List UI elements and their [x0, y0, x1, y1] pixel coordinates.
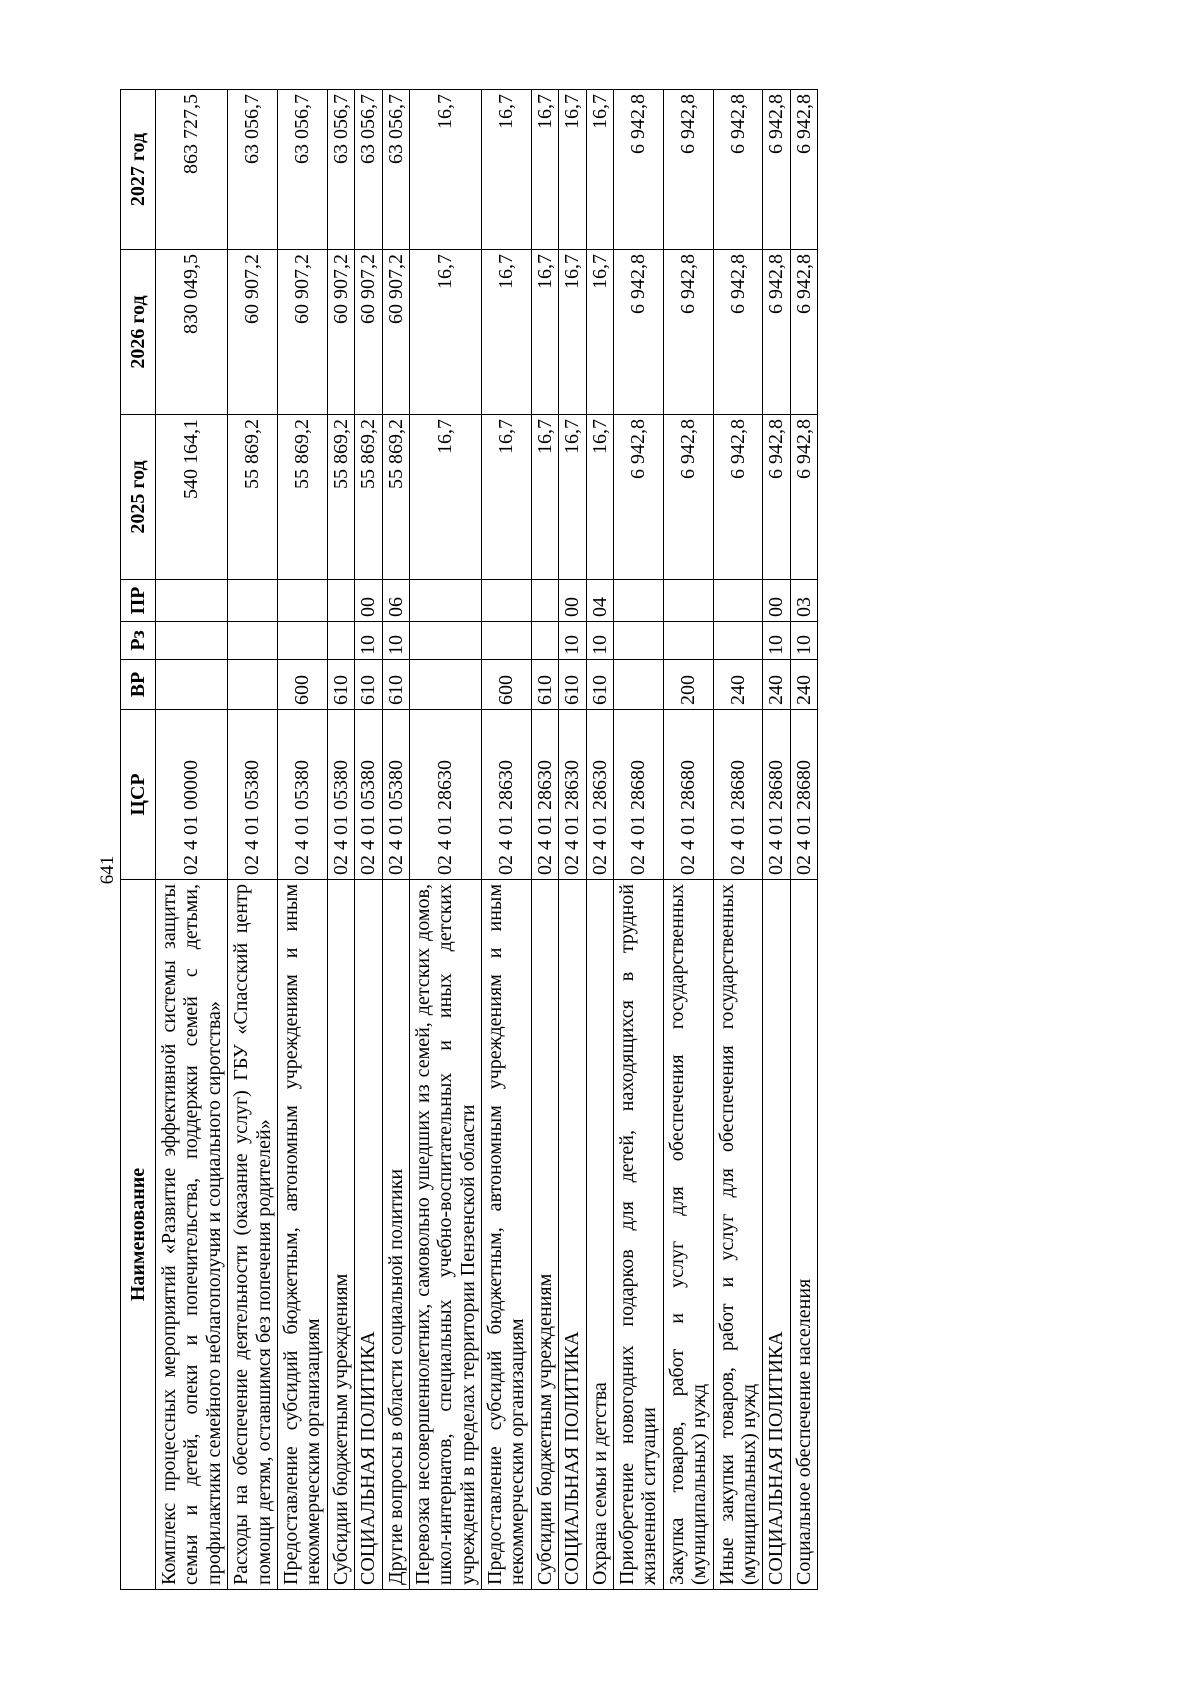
cell-2026: 60 907,2 — [355, 250, 382, 415]
page-number: 641 — [97, 855, 118, 885]
table-row — [327, 90, 354, 1590]
cell-pr — [327, 580, 354, 622]
cell-csr: 02 4 01 28630 — [409, 710, 481, 880]
cell-2026: 60 907,2 — [382, 250, 409, 415]
cell-csr: 02 4 01 28630 — [586, 710, 613, 880]
cell-2025: 16,7 — [531, 415, 558, 580]
header-name: Наименование — [121, 880, 156, 1590]
cell-name: Расходы на обеспечение деятельности (оказание услуг) ГБУ «Спасский центр помощи детям, оставшимся без попечения родителей» — [228, 880, 278, 1590]
cell-pr — [409, 580, 481, 622]
table-row — [663, 90, 713, 1590]
budget-table — [120, 89, 818, 1590]
table-row — [355, 90, 382, 1590]
table-row — [614, 90, 664, 1590]
cell-2026: 16,7 — [409, 250, 481, 415]
cell-2027: 63 056,7 — [355, 90, 382, 250]
table-row — [790, 90, 817, 1590]
cell-2026: 60 907,2 — [327, 250, 354, 415]
cell-name: Комплекс процессных мероприятий «Развитие эффективной системы защиты семьи и детей, опеки и попечительства, поддержки семей с детьми, профилактики семейного неблагополучия и социального сиротства» — [156, 880, 228, 1590]
cell-pr: 00 — [559, 580, 586, 622]
cell-vr: 600 — [277, 660, 327, 710]
cell-pr — [277, 580, 327, 622]
cell-pr: 00 — [355, 580, 382, 622]
cell-pr: 00 — [763, 580, 790, 622]
table-row — [277, 90, 327, 1590]
rotated-table-container — [120, 90, 910, 1590]
cell-vr: 200 — [663, 660, 713, 710]
cell-2027: 63 056,7 — [327, 90, 354, 250]
cell-2026: 16,7 — [531, 250, 558, 415]
cell-vr: 610 — [327, 660, 354, 710]
cell-vr — [156, 660, 228, 710]
cell-2027: 16,7 — [409, 90, 481, 250]
cell-vr: 610 — [355, 660, 382, 710]
cell-pr: 03 — [790, 580, 817, 622]
table-header-row — [121, 90, 156, 1590]
cell-pr — [531, 580, 558, 622]
cell-2025: 55 869,2 — [355, 415, 382, 580]
cell-2025: 6 942,8 — [790, 415, 817, 580]
cell-csr: 02 4 01 28630 — [531, 710, 558, 880]
cell-vr: 240 — [763, 660, 790, 710]
cell-rz: 10 — [559, 622, 586, 660]
cell-pr — [482, 580, 532, 622]
cell-2027: 16,7 — [559, 90, 586, 250]
cell-pr — [663, 580, 713, 622]
header-pr: ПР — [121, 580, 156, 622]
cell-2026: 16,7 — [586, 250, 613, 415]
cell-rz — [228, 622, 278, 660]
cell-csr: 02 4 01 05380 — [355, 710, 382, 880]
cell-pr: 04 — [586, 580, 613, 622]
cell-rz: 10 — [355, 622, 382, 660]
cell-2025: 55 869,2 — [382, 415, 409, 580]
table-body — [156, 90, 818, 1590]
cell-2026: 6 942,8 — [663, 250, 713, 415]
cell-2026: 16,7 — [559, 250, 586, 415]
cell-pr — [614, 580, 664, 622]
cell-name: СОЦИАЛЬНАЯ ПОЛИТИКА — [355, 880, 382, 1590]
cell-2027: 6 942,8 — [663, 90, 713, 250]
header-vr: ВР — [121, 660, 156, 710]
cell-name: Другие вопросы в области социальной политики — [382, 880, 409, 1590]
cell-name: Субсидии бюджетным учреждениям — [531, 880, 558, 1590]
cell-pr — [713, 580, 763, 622]
cell-name: СОЦИАЛЬНАЯ ПОЛИТИКА — [763, 880, 790, 1590]
cell-2026: 60 907,2 — [228, 250, 278, 415]
cell-2027: 16,7 — [586, 90, 613, 250]
cell-2027: 16,7 — [531, 90, 558, 250]
cell-name: Приобретение новогодних подарков для детей, находящихся в трудной жизненной ситуации — [614, 880, 664, 1590]
cell-2027: 6 942,8 — [614, 90, 664, 250]
cell-vr: 240 — [790, 660, 817, 710]
cell-2026: 6 942,8 — [763, 250, 790, 415]
cell-vr — [614, 660, 664, 710]
cell-2027: 63 056,7 — [277, 90, 327, 250]
cell-2026: 6 942,8 — [713, 250, 763, 415]
table-row — [382, 90, 409, 1590]
cell-csr: 02 4 01 00000 — [156, 710, 228, 880]
table-row — [713, 90, 763, 1590]
cell-vr: 610 — [559, 660, 586, 710]
cell-csr: 02 4 01 05380 — [228, 710, 278, 880]
table-row — [156, 90, 228, 1590]
cell-name: Охрана семьи и детства — [586, 880, 613, 1590]
cell-2025: 55 869,2 — [228, 415, 278, 580]
cell-vr — [409, 660, 481, 710]
cell-csr: 02 4 01 28680 — [663, 710, 713, 880]
cell-rz — [614, 622, 664, 660]
cell-pr: 06 — [382, 580, 409, 622]
cell-2025: 6 942,8 — [614, 415, 664, 580]
cell-2026: 60 907,2 — [277, 250, 327, 415]
cell-2027: 16,7 — [482, 90, 532, 250]
cell-name: Предоставление субсидий бюджетным, автономным учреждениям и иным некоммерческим организациям — [277, 880, 327, 1590]
header-rz: Рз — [121, 622, 156, 660]
cell-2025: 55 869,2 — [327, 415, 354, 580]
cell-rz — [531, 622, 558, 660]
table-row — [531, 90, 558, 1590]
table-row — [482, 90, 532, 1590]
cell-vr: 610 — [531, 660, 558, 710]
cell-2026: 830 049,5 — [156, 250, 228, 415]
table-row — [228, 90, 278, 1590]
cell-2025: 55 869,2 — [277, 415, 327, 580]
cell-rz — [156, 622, 228, 660]
table-row — [409, 90, 481, 1590]
cell-vr: 600 — [482, 660, 532, 710]
cell-csr: 02 4 01 28680 — [614, 710, 664, 880]
cell-rz: 10 — [763, 622, 790, 660]
cell-2026: 16,7 — [482, 250, 532, 415]
cell-rz: 10 — [586, 622, 613, 660]
cell-2025: 6 942,8 — [713, 415, 763, 580]
header-2027: 2027 год — [121, 90, 156, 250]
cell-rz: 10 — [382, 622, 409, 660]
cell-rz — [277, 622, 327, 660]
table-row — [559, 90, 586, 1590]
cell-2025: 16,7 — [482, 415, 532, 580]
header-2026: 2026 год — [121, 250, 156, 415]
cell-rz — [409, 622, 481, 660]
cell-name: Социальное обеспечение населения — [790, 880, 817, 1590]
cell-vr: 240 — [713, 660, 763, 710]
cell-2026: 6 942,8 — [790, 250, 817, 415]
cell-2026: 6 942,8 — [614, 250, 664, 415]
cell-2027: 6 942,8 — [790, 90, 817, 250]
cell-vr: 610 — [586, 660, 613, 710]
cell-rz — [713, 622, 763, 660]
cell-2025: 16,7 — [559, 415, 586, 580]
cell-name: Субсидии бюджетным учреждениям — [327, 880, 354, 1590]
cell-csr: 02 4 01 28680 — [763, 710, 790, 880]
cell-pr — [228, 580, 278, 622]
table-row — [586, 90, 613, 1590]
cell-2027: 6 942,8 — [763, 90, 790, 250]
cell-csr: 02 4 01 28680 — [713, 710, 763, 880]
cell-2025: 16,7 — [409, 415, 481, 580]
cell-rz: 10 — [790, 622, 817, 660]
cell-pr — [156, 580, 228, 622]
cell-2025: 6 942,8 — [663, 415, 713, 580]
cell-csr: 02 4 01 05380 — [382, 710, 409, 880]
cell-2025: 16,7 — [586, 415, 613, 580]
cell-vr — [228, 660, 278, 710]
cell-name: Предоставление субсидий бюджетным, автономным учреждениям и иным некоммерческим организациям — [482, 880, 532, 1590]
cell-name: СОЦИАЛЬНАЯ ПОЛИТИКА — [559, 880, 586, 1590]
cell-csr: 02 4 01 28680 — [790, 710, 817, 880]
cell-2025: 6 942,8 — [763, 415, 790, 580]
cell-rz — [327, 622, 354, 660]
cell-2027: 863 727,5 — [156, 90, 228, 250]
cell-rz — [663, 622, 713, 660]
cell-rz — [482, 622, 532, 660]
cell-csr: 02 4 01 28630 — [482, 710, 532, 880]
cell-2025: 540 164,1 — [156, 415, 228, 580]
cell-2027: 6 942,8 — [713, 90, 763, 250]
table-row — [763, 90, 790, 1590]
cell-name: Закупка товаров, работ и услуг для обеспечения государственных (муниципальных) нужд — [663, 880, 713, 1590]
cell-2027: 63 056,7 — [228, 90, 278, 250]
cell-2027: 63 056,7 — [382, 90, 409, 250]
cell-name: Перевозка несовершеннолетних, самовольно ушедших из семей, детских домов, школ-интернатов, специальных учебно-воспитательных и иных детских учреждений в пределах территории Пензенской области — [409, 880, 481, 1590]
header-2025: 2025 год — [121, 415, 156, 580]
cell-name: Иные закупки товаров, работ и услуг для обеспечения государственных (муниципальных) нужд — [713, 880, 763, 1590]
cell-csr: 02 4 01 28630 — [559, 710, 586, 880]
cell-csr: 02 4 01 05380 — [277, 710, 327, 880]
cell-vr: 610 — [382, 660, 409, 710]
header-csr: ЦСР — [121, 710, 156, 880]
cell-csr: 02 4 01 05380 — [327, 710, 354, 880]
